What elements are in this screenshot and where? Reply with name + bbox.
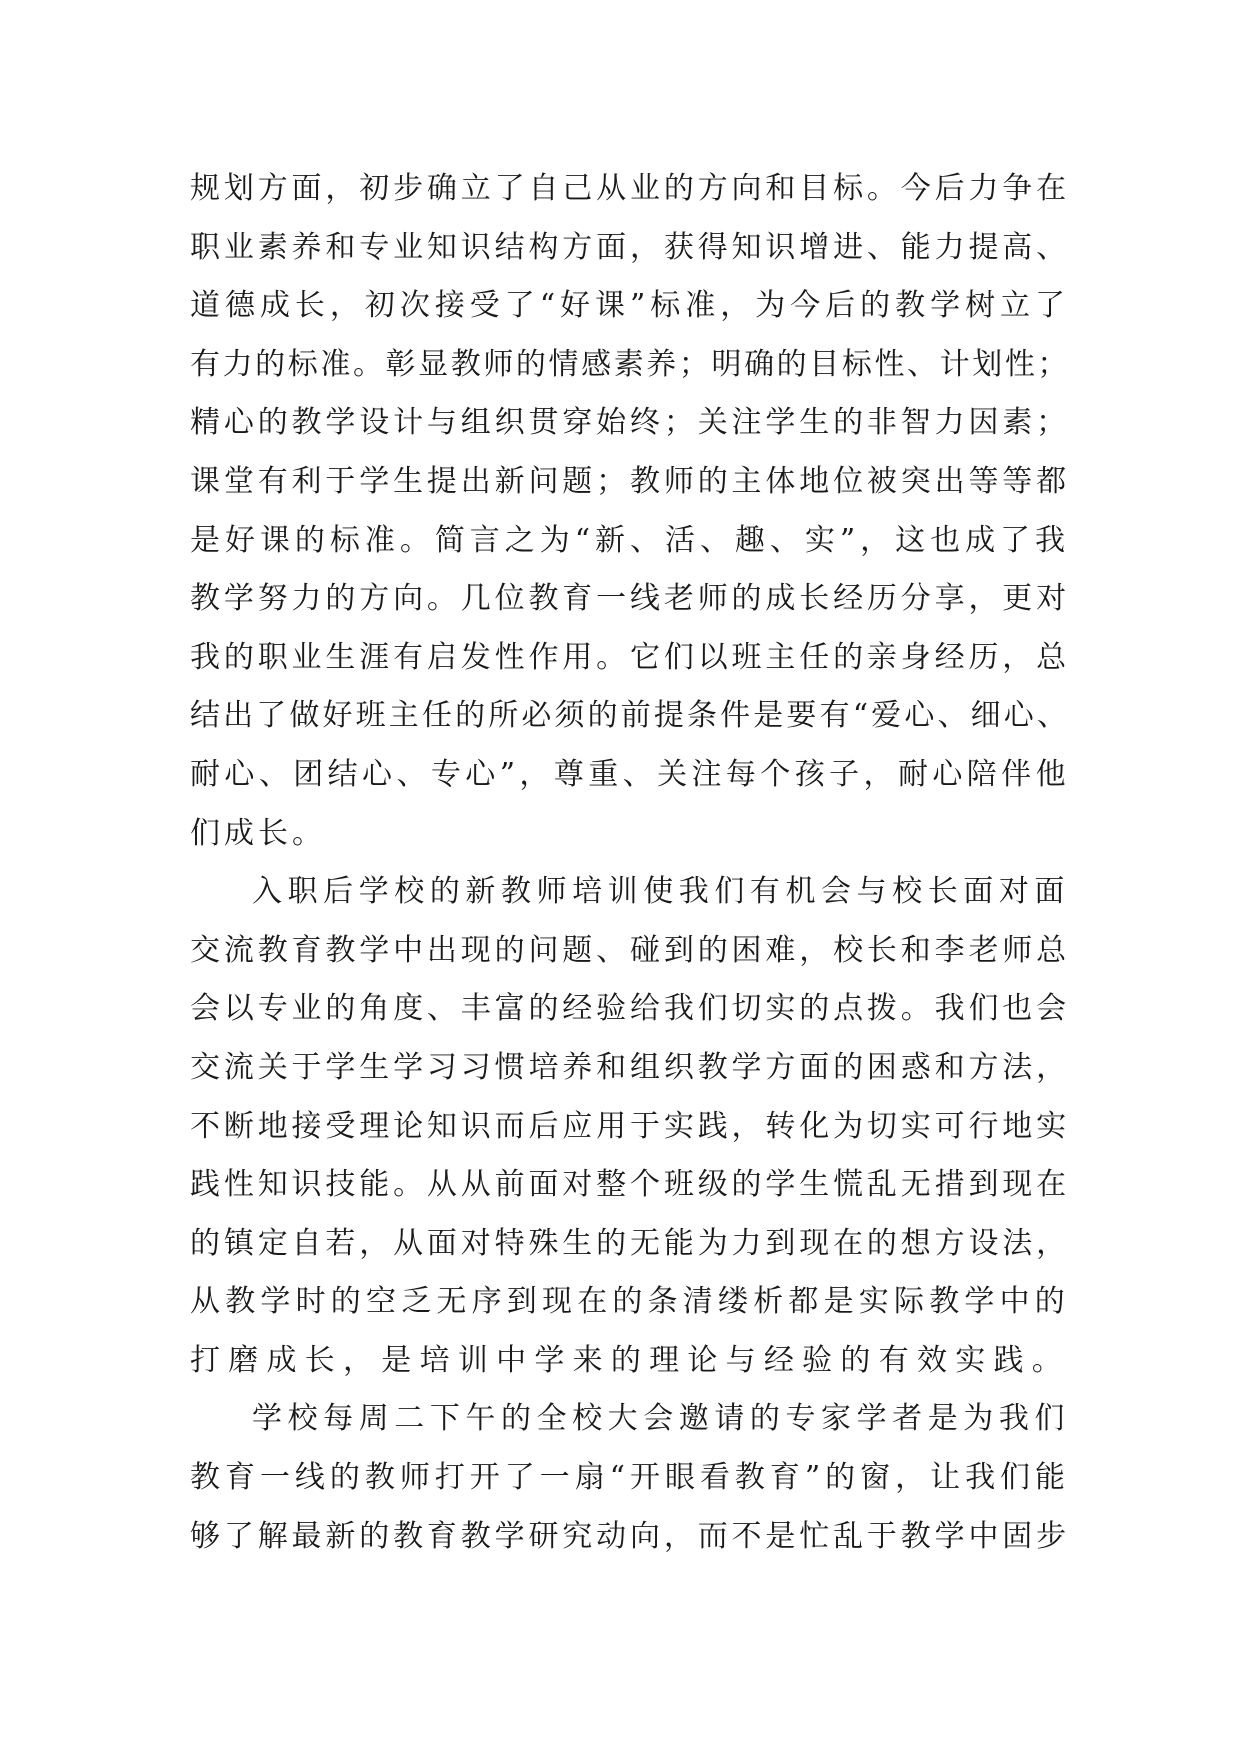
text-line: 会以专业的角度、丰富的经验给我们切实的点拨。我们也会: [190, 991, 1070, 1027]
text-line: 教学努力的方向。几位教育一线老师的成长经历分享，更对: [190, 581, 1070, 617]
text-line: 够了解最新的教育教学研究动向，而不是忙乱于教学中固步: [190, 1518, 1070, 1554]
text-line: 不断地接受理论知识而后应用于实践，转化为切实可行地实: [190, 1108, 1070, 1144]
paragraph-first-line: 学校每周二下午的全校大会邀请的专家学者是为我们: [252, 1401, 1070, 1437]
text-line: 交流关于学生学习习惯培养和组织教学方面的困惑和方法，: [190, 1049, 1070, 1085]
text-line: 是好课的标准。简言之为“新、活、趣、实”，这也成了我: [190, 522, 1070, 558]
text-line: 践性知识技能。从从前面对整个班级的学生慌乱无措到现在: [190, 1167, 1070, 1203]
paragraph-first-line: 入职后学校的新教师培训使我们有机会与校长面对面: [252, 874, 1070, 910]
text-line: 的镇定自若，从面对特殊生的无能为力到现在的想方设法，: [190, 1225, 1070, 1261]
text-line: 教育一线的教师打开了一扇“开眼看教育”的窗，让我们能: [190, 1460, 1070, 1496]
text-line: 课堂有利于学生提出新问题；教师的主体地位被突出等等都: [190, 463, 1070, 499]
text-line: 交流教育教学中出现的问题、碰到的困难，校长和李老师总: [190, 932, 1070, 968]
text-line: 结出了做好班主任的所必须的前提条件是要有“爱心、细心、: [190, 698, 1070, 734]
text-line: 打磨成长，是培训中学来的理论与经验的有效实践。: [190, 1342, 1070, 1378]
text-line: 们成长。: [190, 815, 326, 851]
text-line: 从教学时的空乏无序到现在的条清缕析都是实际教学中的: [190, 1284, 1070, 1320]
text-line: 规划方面，初步确立了自己从业的方向和目标。今后力争在: [190, 171, 1070, 206]
body-text: [190, 160, 1070, 1566]
text-line: 我的职业生涯有启发性作用。它们以班主任的亲身经历，总: [190, 639, 1070, 675]
text-line: 精心的教学设计与组织贯穿始终；关注学生的非智力因素；: [190, 405, 1070, 441]
text-line: 道德成长，初次接受了“好课”标准，为今后的教学树立了: [190, 288, 1070, 324]
text-line: 耐心、团结心、专心”，尊重、关注每个孩子，耐心陪伴他: [190, 756, 1070, 792]
text-line: 职业素养和专业知识结构方面，获得知识增进、能力提高、: [190, 229, 1070, 265]
text-line: 有力的标准。彰显教师的情感素养；明确的目标性、计划性；: [190, 346, 1070, 382]
